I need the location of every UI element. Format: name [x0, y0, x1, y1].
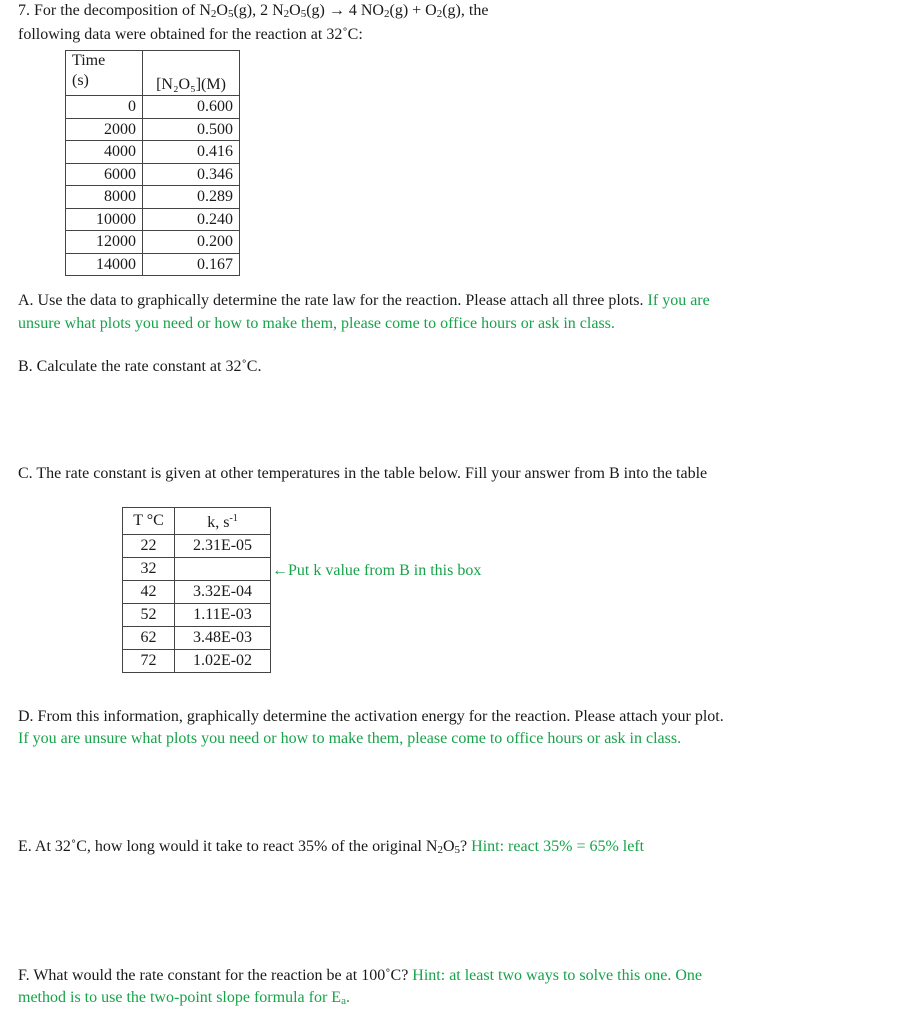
time-header: [66, 51, 143, 96]
table-row: [66, 208, 240, 231]
concentration-table-body: [66, 96, 240, 276]
part-f-line1: [18, 967, 702, 985]
part-a-hint-2: unsure what plots you need or how to make them, please come to office hours or ask in class.: [18, 315, 615, 332]
eq-part: (g), the: [442, 2, 489, 19]
part-f-text: F. What would the rate constant for the reaction be at 100˚C?: [18, 967, 409, 984]
concentration-cell: 0.167: [143, 253, 240, 276]
part-e-sub: 5: [454, 844, 461, 856]
temperature-cell: 72: [123, 650, 175, 673]
eq-part: N: [199, 2, 211, 19]
table-header-row: [66, 51, 240, 96]
temperature-cell: 62: [123, 627, 175, 650]
table-row: [123, 535, 271, 558]
part-f-hint-1: Hint: at least two ways to solve this one. One: [412, 967, 703, 984]
concentration-cell: 0.346: [143, 163, 240, 186]
eq-part: (g) → 4 NO: [306, 2, 384, 19]
table-row: [66, 118, 240, 141]
rate-constant-cell: 3.32E-04: [175, 581, 271, 604]
concentration-cell: 0.416: [143, 141, 240, 164]
concentration-cell: 0.600: [143, 96, 240, 119]
question-7-intro-line2: following data were obtained for the reaction at 32˚C:: [18, 26, 363, 43]
part-c-text: C. The rate constant is given at other temperatures in the table below. Fill your answer from B into the table: [18, 465, 708, 482]
table-row: [66, 231, 240, 254]
eq-sub: 5: [300, 8, 307, 20]
eq-sub: 2: [436, 8, 443, 20]
time-cell: 2000: [66, 118, 143, 141]
part-e-sub: 2: [437, 844, 443, 856]
intro-lead: 7. For the decomposition of: [18, 2, 200, 19]
time-cell: 8000: [66, 186, 143, 209]
concentration-table: [65, 50, 240, 276]
part-d-text: D. From this information, graphically determine the activation energy for the reaction. Please attach your plot.: [18, 708, 724, 725]
table-row: [123, 604, 271, 627]
part-e-line: [18, 838, 644, 856]
time-cell: 10000: [66, 208, 143, 231]
table-row: [66, 96, 240, 119]
rate-table-body: [123, 535, 271, 673]
rate-constant-table: [122, 507, 271, 673]
eq-part: (g) + O: [389, 2, 437, 19]
table-row: [123, 558, 271, 581]
concentration-cell: 0.200: [143, 231, 240, 254]
rate-constant-cell: 1.02E-02: [175, 650, 271, 673]
table-row: [123, 581, 271, 604]
part-e-tail: ?: [460, 838, 468, 855]
concentration-cell: 0.500: [143, 118, 240, 141]
table-row: [66, 186, 240, 209]
part-e-mid: O: [442, 838, 455, 855]
k-answer-box[interactable]: [175, 558, 271, 581]
part-a-text: A. Use the data to graphically determine the rate law for the reaction. Please attach all three plots.: [18, 292, 644, 309]
part-f-hint-2: [18, 989, 350, 1007]
part-f-hint-2-text: method is to use the two-point slope formula for E: [18, 989, 342, 1006]
table-row: [66, 163, 240, 186]
eq-part: (g), 2 N: [233, 2, 284, 19]
part-e-hint: Hint: react 35% = 65% left: [471, 838, 645, 855]
rate-constant-cell: 1.11E-03: [175, 604, 271, 627]
concentration-header: [N₂O₅](M): [143, 51, 240, 96]
rate-constant-cell: 3.48E-03: [175, 627, 271, 650]
concentration-cell: 0.240: [143, 208, 240, 231]
rate-table: [122, 507, 271, 673]
rate-constant-cell: 2.31E-05: [175, 535, 271, 558]
time-cell: 14000: [66, 253, 143, 276]
time-cell: 6000: [66, 163, 143, 186]
question-7-intro: [18, 2, 488, 20]
concentration-cell: 0.289: [143, 186, 240, 209]
table-row: [66, 253, 240, 276]
k-header-base: k, s: [207, 514, 230, 531]
eq-part: O: [289, 2, 301, 19]
eq-sub: 5: [227, 8, 234, 20]
time-header-line2: (s): [72, 72, 89, 89]
eq-sub: 2: [283, 8, 290, 20]
temperature-cell: 32: [123, 558, 175, 581]
table-row: [123, 627, 271, 650]
time-cell: 12000: [66, 231, 143, 254]
part-b-text: B. Calculate the rate constant at 32˚C.: [18, 358, 262, 375]
temperature-cell: 52: [123, 604, 175, 627]
temperature-cell: 22: [123, 535, 175, 558]
part-f-hint-2-tail: .: [345, 989, 350, 1006]
k-header: [175, 508, 271, 535]
time-header-line1: Time: [72, 52, 106, 69]
k-header-sup: -1: [229, 513, 238, 524]
table-row: [66, 141, 240, 164]
eq-sub: 2: [383, 8, 390, 20]
part-e-text: E. At 32˚C, how long would it take to react 35% of the original N: [18, 838, 438, 855]
temp-header: T °C: [123, 508, 175, 535]
part-a-line1: [18, 292, 710, 310]
time-cell: 0: [66, 96, 143, 119]
part-d-hint: If you are unsure what plots you need or how to make them, please come to office hours or ask in class.: [18, 730, 682, 747]
time-cell: 4000: [66, 141, 143, 164]
eq-part: O: [216, 2, 228, 19]
part-a-hint-1: If you are: [647, 292, 710, 309]
concentration-time-table: [65, 50, 240, 276]
eq-sub: 2: [210, 8, 217, 20]
table-row: [123, 650, 271, 673]
rate-table-header-row: [123, 508, 271, 535]
temperature-cell: 42: [123, 581, 175, 604]
put-k-arrow-note: ←Put k value from B in this box: [272, 562, 482, 579]
part-f-hint-2-sub: a: [341, 995, 346, 1007]
